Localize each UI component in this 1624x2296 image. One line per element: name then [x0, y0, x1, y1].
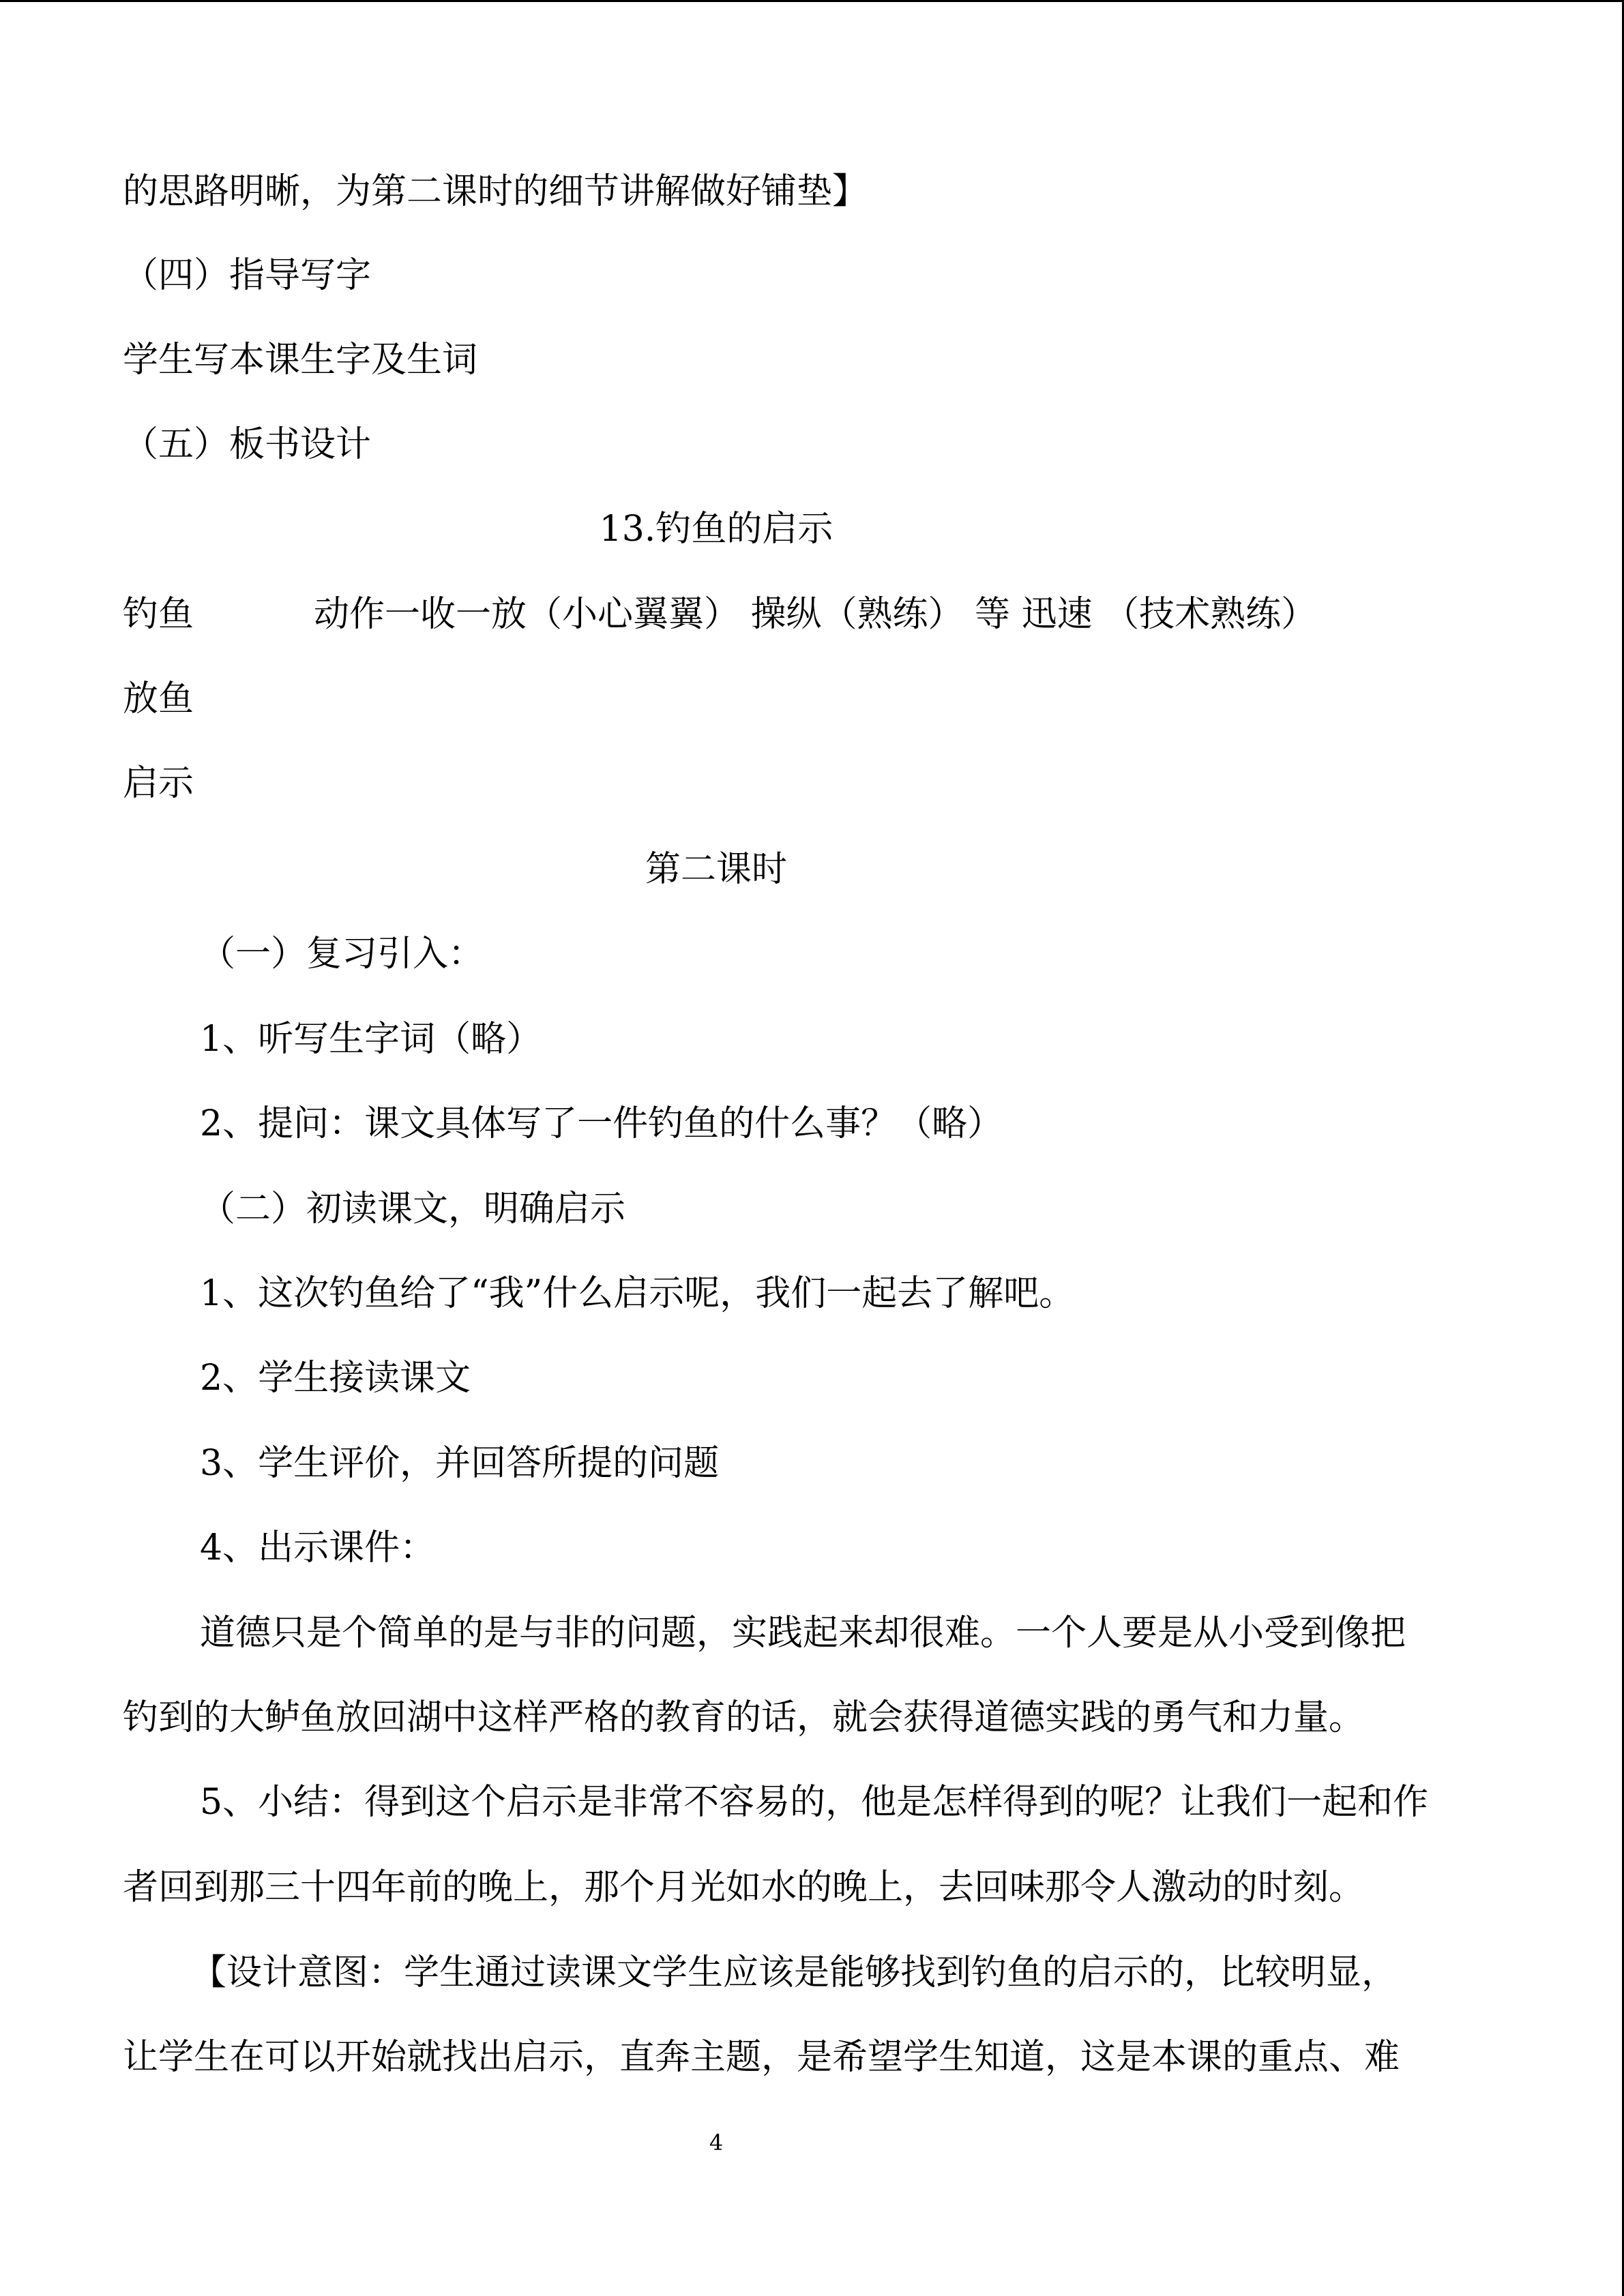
list-item: 2、学生接读课文: [200, 1358, 471, 1399]
text-line: 的思路明晰，为第二课时的细节讲解做好铺垫】: [123, 171, 868, 212]
board-row-label-revelation: 启示: [123, 763, 194, 804]
section-heading: （四）指导写字: [123, 255, 372, 296]
list-item: 4、出示课件：: [200, 1527, 436, 1568]
paragraph-line: 【设计意图：学生通过读课文学生应该是能够找到钓鱼的启示的，比较明显，: [191, 1952, 1398, 1993]
board-row-label-fishing: 钓鱼: [123, 594, 194, 635]
paragraph-line: 者回到那三十四年前的晚上，那个月光如水的晚上，去回味那令人激动的时刻。: [123, 1867, 1365, 1908]
lesson2-title: 第二课时: [645, 849, 787, 890]
list-item: 1、听写生字词（略）: [200, 1019, 542, 1060]
section-heading: （二）初读课文，明确启示: [200, 1189, 626, 1229]
board-title: 13.钓鱼的启示: [599, 509, 833, 550]
paragraph-line: 道德只是个简单的是与非的问题，实践起来却很难。一个人要是从小受到像把: [200, 1613, 1406, 1654]
board-row-label-release: 放鱼: [123, 679, 194, 719]
section-heading: （一）复习引入：: [200, 934, 484, 974]
text-line: 学生写本课生字及生词: [123, 340, 478, 381]
paragraph-line: 钓到的大鲈鱼放回湖中这样严格的教育的话，就会获得道德实践的勇气和力量。: [123, 1697, 1365, 1738]
list-item: 2、提问：课文具体写了一件钓鱼的什么事？（略）: [200, 1103, 1003, 1144]
list-item: 1、这次钓鱼给了“我”什么启示呢，我们一起去了解吧。: [200, 1273, 1075, 1314]
list-item: 3、学生评价，并回答所提的问题: [200, 1443, 720, 1484]
paragraph-line: 让学生在可以开始就找出启示，直奔主题，是希望学生知道，这是本课的重点、难: [123, 2037, 1400, 2078]
page-number: 4: [709, 2130, 724, 2156]
board-row-content: 动作一收一放（小心翼翼） 操纵（熟练） 等 迅速 （技术熟练）: [314, 594, 1317, 635]
section-heading: （五）板书设计: [123, 424, 372, 465]
paragraph-line: 5、小结：得到这个启示是非常不容易的，他是怎样得到的呢？让我们一起和作: [200, 1782, 1429, 1823]
